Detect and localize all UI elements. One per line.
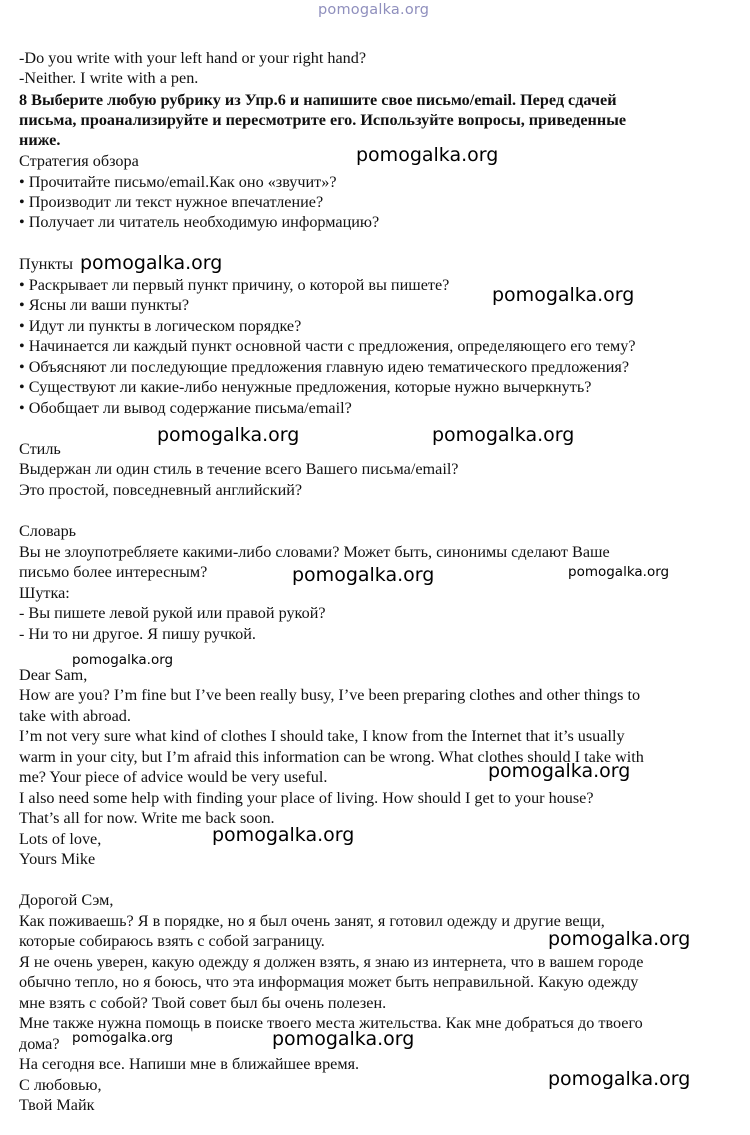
bullet-item: • Обобщает ли вывод содержание письма/email? (19, 399, 352, 417)
letter-line: обычно тепло, но я боюсь, что эта информация может быть неправильной. Какую одежду (19, 973, 639, 991)
bullet-item: • Производит ли текст нужное впечатление? (19, 193, 324, 211)
watermark: pomogalka.org (272, 1028, 415, 1050)
letter-line: How are you? I’m fine but I’ve been really busy, I’ve been preparing clothes and other things to (19, 686, 641, 704)
exercise-heading: ниже. (19, 131, 61, 149)
section-title-review-strategy: Стратегия обзора (19, 152, 139, 170)
watermark: pomogalka.org (80, 252, 223, 274)
text-line: - Ни то ни другое. Я пишу ручкой. (19, 625, 256, 643)
bullet-item: • Раскрывает ли первый пункт причину, о которой вы пишете? (19, 276, 450, 294)
letter-signature: Yours Mike (19, 850, 96, 868)
watermark: pomogalka.org (157, 424, 300, 446)
watermark: pomogalka.org (212, 824, 355, 846)
text-line: Вы не злоупотребляете какими-либо словами? Может быть, синонимы сделают Ваше (19, 543, 610, 561)
watermark: pomogalka.org (568, 564, 670, 580)
letter-line: Как поживаешь? Я в порядке, но я был очень занят, я готовил одежду и другие вещи, (19, 912, 605, 930)
text-line: -Do you write with your left hand or your right hand? (19, 49, 367, 67)
letter-line: Я не очень уверен, какую одежду я должен взять, я знаю из интернета, что в вашем городе (19, 953, 644, 971)
watermark: pomogalka.org (72, 652, 174, 668)
watermark-site-logo: pomogalka.org (318, 2, 430, 18)
letter-greeting: Дорогой Сэм, (19, 891, 114, 909)
bullet-item: • Получает ли читатель необходимую информацию? (19, 213, 380, 231)
text-line: Это простой, повседневный английский? (19, 481, 303, 499)
letter-line: I’m not very sure what kind of clothes I should take, I know from the Internet that it’s usually (19, 727, 625, 745)
text-line: Выдержан ли один стиль в течение всего Вашего письма/email? (19, 460, 459, 478)
watermark: pomogalka.org (72, 1030, 174, 1046)
watermark: pomogalka.org (548, 1068, 691, 1090)
bullet-item: • Существуют ли какие-либо ненужные предложения, которые нужно вычеркнуть? (19, 378, 592, 396)
letter-closing: Lots of love, (19, 830, 102, 848)
exercise-heading: 8 Выберите любую рубрику из Упр.6 и напишите свое письмо/email. Перед сдачей (19, 91, 617, 109)
text-line: - Вы пишете левой рукой или правой рукой? (19, 604, 326, 622)
exercise-heading: письма, проанализируйте и пересмотрите его. Используйте вопросы, приведенные (19, 111, 627, 129)
section-title-joke: Шутка: (19, 584, 70, 602)
watermark: pomogalka.org (432, 424, 575, 446)
section-title-points: Пункты (19, 255, 74, 273)
watermark: pomogalka.org (492, 284, 635, 306)
letter-line: которые собираюсь взять с собой заграницу. (19, 932, 325, 950)
letter-line: На сегодня все. Напиши мне в ближайшее время. (19, 1055, 360, 1073)
text-line: -Neither. I write with a pen. (19, 69, 199, 87)
letter-line: warm in your city, but I’m afraid this information can be wrong. What clothes should I take with (19, 748, 644, 766)
letter-closing: С любовью, (19, 1076, 102, 1094)
section-title-style: Стиль (19, 440, 61, 458)
letter-greeting: Dear Sam, (19, 666, 88, 684)
letter-line: me? Your piece of advice would be very useful. (19, 768, 328, 786)
bullet-item: • Начинается ли каждый пункт основной части с предложения, определяющего его тему? (19, 337, 636, 355)
letter-line: take with abroad. (19, 707, 131, 725)
bullet-item: • Объясняют ли последующие предложения главную идею тематического предложения? (19, 358, 630, 376)
bullet-item: • Ясны ли ваши пункты? (19, 296, 190, 314)
text-line: письмо более интересным? (19, 563, 208, 581)
letter-signature: Твой Майк (19, 1096, 95, 1114)
watermark: pomogalka.org (356, 144, 499, 166)
letter-line: I also need some help with finding your place of living. How should I get to your house? (19, 789, 594, 807)
section-title-vocabulary: Словарь (19, 522, 77, 540)
bullet-item: • Прочитайте письмо/email.Как оно «звучит»? (19, 173, 337, 191)
watermark: pomogalka.org (548, 928, 691, 950)
watermark: pomogalka.org (292, 564, 435, 586)
letter-line: мне взять с собой? Твой совет был бы очень полезен. (19, 994, 387, 1012)
letter-line: That’s all for now. Write me back soon. (19, 809, 275, 827)
bullet-item: • Идут ли пункты в логическом порядке? (19, 317, 302, 335)
letter-line: дома? (19, 1035, 60, 1053)
watermark: pomogalka.org (488, 760, 631, 782)
letter-line: Мне также нужна помощь в поиске твоего места жительства. Как мне добраться до твоего (19, 1014, 643, 1032)
